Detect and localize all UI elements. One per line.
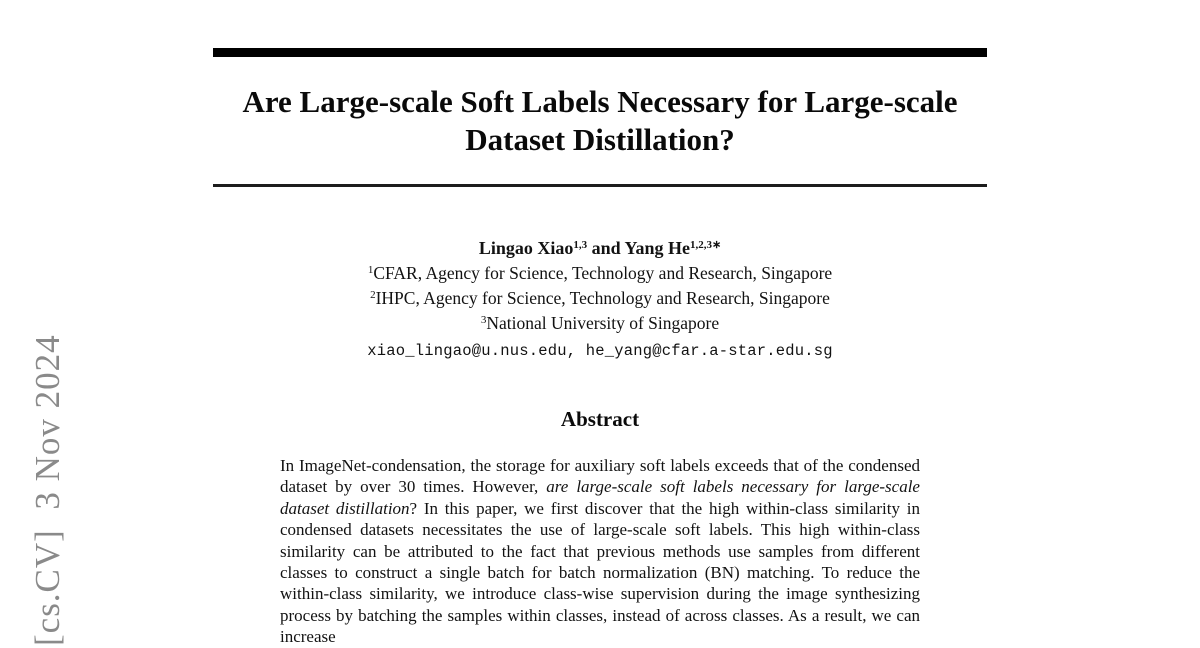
paper-title-line2: Dataset Distillation?	[465, 122, 735, 157]
affiliation-3-text: National University of Singapore	[486, 313, 720, 333]
abstract-part1: In ImageNet-condensation, the storage for auxiliary soft labels exceeds that of the condensed dataset by over 30 times. However,	[280, 456, 920, 497]
abstract-part2: ? In this paper, we first discover that the high within-class similarity in condensed datasets necessitates the use of large-scale soft labels. This high within-class similarity can be attributed to the fact that previous methods use samples from different classes to construct a single batch for batch normalization (BN) matching. To reduce the within-class similarity, we introduce class-wise supervision during the image synthesizing process by batching the samples within classes, instead of across classes. As a result, we can increase	[280, 498, 920, 647]
paper-title	[213, 83, 987, 159]
abstract-italic-question: are large-scale soft labels necessary for large-scale dataset distillation	[280, 477, 920, 518]
author2-name: Yang He	[624, 238, 690, 258]
author1-name: Lingao Xiao	[478, 238, 574, 258]
author1-superscript: 1,3	[573, 239, 588, 251]
affiliation-line-2	[213, 287, 987, 312]
author-emails: xiao_lingao@u.nus.edu, he_yang@cfar.a-star.edu.sg	[367, 342, 833, 360]
affiliation-2-superscript: 2	[370, 289, 376, 301]
top-rule	[213, 48, 987, 57]
affiliation-1-text: CFAR, Agency for Science, Technology and Research, Singapore	[373, 263, 833, 283]
abstract-heading: Abstract	[560, 407, 640, 431]
author2-superscript: 1,2,3∗	[689, 239, 722, 251]
abstract-text	[280, 455, 920, 648]
author-connector: and	[587, 238, 625, 258]
affiliation-3-superscript: 3	[480, 314, 487, 326]
title-separator-rule	[213, 184, 987, 187]
affiliation-2-text: IHPC, Agency for Science, Technology and Research, Singapore	[375, 288, 830, 308]
authors-block	[213, 237, 987, 362]
affiliation-line-3	[213, 312, 987, 337]
affiliation-1-superscript: 1	[367, 264, 374, 276]
paper-title-line1: Are Large-scale Soft Labels Necessary for Large-scale	[242, 84, 958, 119]
author-line	[213, 237, 987, 262]
affiliation-line-1	[213, 262, 987, 287]
arxiv-category-stamp: [cs.CV] 3 Nov 2024	[28, 334, 67, 646]
